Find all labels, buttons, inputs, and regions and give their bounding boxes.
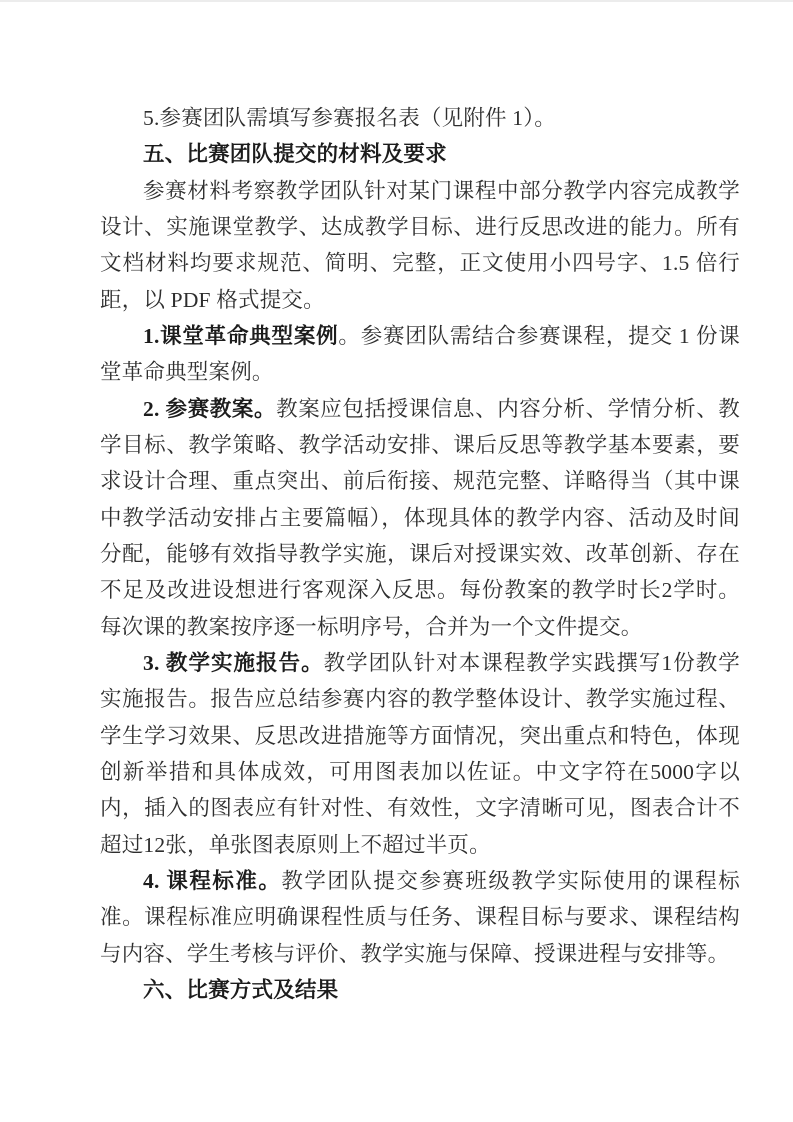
material-1-paragraph <box>100 318 740 391</box>
material-2-paragraph <box>100 391 740 645</box>
page-top-edge <box>0 0 793 2</box>
document-content <box>100 100 740 1008</box>
material-4-body: 教学团队提交参赛班级教学实际使用的课程标准。课程标准应明确课程性质与任务、课程目标与要求、课程结构与内容、学生考核与评价、教学实施与保障、授课进程与安排等。 <box>100 868 740 966</box>
section-6-heading: 六、比赛方式及结果 <box>143 977 339 1002</box>
material-2-body: 教案应包括授课信息、内容分析、学情分析、教学目标、教学策略、教学活动安排、课后反思等教学基本要素，要求设计合理、重点突出、前后衔接、规范完整、详略得当（其中课中教学活动安排占主要篇幅），体现具体的教学内容、活动及时间分配，能够有效指导教学实施，课后对授课实效、改革创新、存在不足及改进设想进行客观深入反思。每份教案的教学时长2学时。每次课的教案按序逐一标明序号，合并为一个文件提交。 <box>100 396 741 639</box>
material-3-title: 3. 教学实施报告。 <box>143 650 324 675</box>
material-1-body: 。参赛团队需结合参赛课程，提交 1 份课堂革命典型案例。 <box>100 323 740 385</box>
material-1-title: 1.课堂革命典型案例 <box>143 323 339 348</box>
section-5-overview-paragraph: 参赛材料考察教学团队针对某门课程中部分教学内容完成教学设计、实施课堂教学、达成教学目标、进行反思改进的能力。所有文档材料均要求规范、简明、完整，正文使用小四号字、1.5 倍行距，以 PDF 格式提交。 <box>100 178 740 312</box>
material-4-title: 4. 课程标准。 <box>143 868 282 893</box>
material-4-paragraph <box>100 863 740 972</box>
material-2-title: 2. 参赛教案。 <box>143 396 277 421</box>
material-3-paragraph <box>100 645 740 863</box>
section-5-heading: 五、比赛团队提交的材料及要求 <box>143 142 447 167</box>
material-3-body: 教学团队针对本课程教学实践撰写1份教学实施报告。报告应总结参赛内容的教学整体设计、教学实施过程、学生学习效果、反思改进措施等方面情况，突出重点和特色，体现创新举措和具体成效，可用图表加以佐证。中文字符在5000字以内，插入的图表应有针对性、有效性，文字清晰可见，图表合计不超过12张，单张图表原则上不超过半页。 <box>100 650 740 857</box>
list-item-5-registration-form: 5.参赛团队需填写参赛报名表（见附件 1）。 <box>143 106 556 130</box>
